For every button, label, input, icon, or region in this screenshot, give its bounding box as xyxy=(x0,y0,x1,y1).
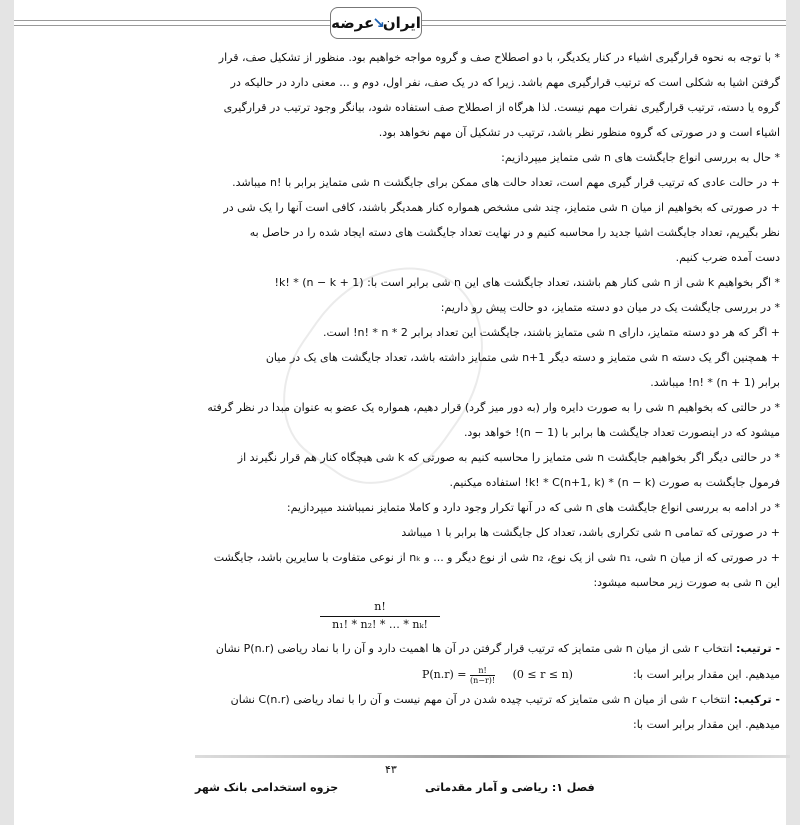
text-line: + همچنین اگر یک دسته n شی متمایز و دسته دیگر n+1 شی متمایز داشته باشد، تعداد جایگشت های یک در میان xyxy=(265,351,780,364)
page-footer xyxy=(0,755,800,825)
text-line: + در صورتی که تمامی n شی تکراری باشد، تعداد کل جایگشت ها برابر با ۱ میباشد xyxy=(401,526,780,539)
permutation-text: انتخاب r شی از میان n شی متمایز که ترتیب قرار گرفتن در آن ها اهمیت دارد و آن را با نماد ریاضی P(n.r) نشان xyxy=(215,642,733,655)
text-line: میشود که در اینصورت تعداد جایگشت ها برابر با (n − 1)! خواهد بود. xyxy=(463,426,780,439)
text-line: * در بررسی جایگشت یک در میان دو دسته متمایز، دو حالت پیش رو داریم: xyxy=(440,301,780,314)
text-line: این n شی به صورت زیر محاسبه میشود: xyxy=(593,576,780,589)
text-line: + اگر که هر دو دسته متمایز، دارای n شی متمایز باشند، جایگشت این تعداد برابر 2 * n! * n! است. xyxy=(323,326,780,339)
arrow-icon: ↘ xyxy=(372,14,385,32)
combination-definition xyxy=(20,688,780,712)
text-line: * حال به بررسی انواع جایگشت های n شی متمایز میپردازیم: xyxy=(501,151,780,164)
combination-text: انتخاب r شی از میان n شی متمایز که ترتیب چیده شدن در آن مهم نیست و آن را با نماد ریاضی C(n.r) نشان xyxy=(230,693,731,706)
text-line: * اگر بخواهیم k شی از n شی کنار هم باشند، تعداد جایگشت های این n شی برابر است با: k! * (n − k + 1)! xyxy=(274,276,780,289)
fraction-numerator: n! xyxy=(320,599,440,617)
formula-lhs: P(n.r) = xyxy=(421,668,467,681)
text-line: فرمول جایگشت به صورت k! * C(n+1, k) * (n − k)! استفاده میکنیم. xyxy=(449,476,780,489)
formula-den: (n−r)! xyxy=(470,675,496,685)
text-line: + در حالت عادی که ترتیب قرار گیری مهم است، تعداد حالت های ممکن برای جایگشت n شی متمایز برابر با !n میباشد. xyxy=(232,176,780,189)
footer-booklet: جزوه استخدامی بانک شهر xyxy=(195,781,339,794)
permutation-definition xyxy=(20,637,780,661)
text-line: * در حالتی که بخواهیم n شی را به صورت دایره وار (به دور میز گرد) قرار دهیم، همواره یک عضو به عنوان مبدا در نظر گرفته xyxy=(207,401,780,414)
permutation-formula xyxy=(422,662,573,688)
permutation-text-2: میدهیم. این مقدار برابر است با: xyxy=(632,668,780,681)
page-margin-right xyxy=(786,0,800,825)
permutation-term: - ترتیب: xyxy=(735,642,780,655)
body-text xyxy=(20,46,780,595)
formula-condition: (0 ≤ r ≤ n) xyxy=(512,668,573,681)
text-line: + در صورتی که از میان n شی، n₁ شی از یک نوع، n₂ شی از نوع دیگر و ... و nₖ از نوعی متفاوت با سایرین باشد، جایگشت xyxy=(213,551,780,564)
text-line: گروه یا دسته، ترتیب قرارگیری نفرات مهم نیست. لذا هرگاه از اصطلاح صف استفاده شود، بیانگر وجود ترتیب در قرارگیری xyxy=(223,101,780,114)
page-margin-left xyxy=(0,0,14,825)
text-line: * در حالتی دیگر اگر بخواهیم جایگشت n شی متمایز را محاسبه کنیم به صورتی که k شی هیچگاه کنار هم قرار نگیرند از xyxy=(237,451,780,464)
page-header xyxy=(0,0,800,46)
footer-chapter: فصل ۱: ریاضی و آمار مقدماتی xyxy=(425,781,595,794)
footer-rule xyxy=(195,755,790,758)
multinomial-fraction xyxy=(320,599,440,633)
text-line: نظر بگیریم، تعداد جایگشت اشیا جدید را محاسبه کنیم و در نهایت تعداد جایگشت های دسته ایجاد شده را در حاصل به xyxy=(249,226,780,239)
text-line: * در ادامه به بررسی انواع جایگشت های n شی که در آنها تکرار وجود دارد و کاملا متمایز نمیباشند میپردازیم: xyxy=(286,501,780,514)
fraction-denominator: n₁! * n₂! * … * nₖ! xyxy=(332,618,428,631)
text-line: برابر n! * (n + 1)! میباشد. xyxy=(650,376,780,389)
text-line: اشیاء است و در صورتی که گروه منظور نظر باشد، ترتیب در تشکیل آن مهم نخواهد بود. xyxy=(378,126,780,139)
permutation-formula-row xyxy=(20,662,780,688)
logo: ایران ↘ عرضه xyxy=(330,7,422,39)
text-line: * با توجه به نحوه قرارگیری اشیاء در کنار یکدیگر، با دو اصطلاح صف و گروه مواجه خواهیم بود. منظور از تشکیل صف، قرار xyxy=(218,51,780,64)
combination-text-2: میدهیم. این مقدار برابر است با: xyxy=(632,718,780,731)
page-content xyxy=(20,46,780,737)
combination-term: - ترکیب: xyxy=(733,693,780,706)
text-line: دست آمده ضرب کنیم. xyxy=(675,251,780,264)
formula-num: n! xyxy=(470,666,495,676)
page-number: ۴۳ xyxy=(385,763,397,776)
text-line: + در صورتی که بخواهیم از میان n شی متمایز، چند شی مشخص همواره کنار همدیگر باشند، کافی است آنها را یک شی در xyxy=(223,201,780,214)
text-line: گرفتن اشیا به شکلی است که ترتیب قرارگیری مهم باشد. زیرا که در یک صف، نفر اول، دوم و ... معنی دارد در حالیکه در xyxy=(230,76,780,89)
